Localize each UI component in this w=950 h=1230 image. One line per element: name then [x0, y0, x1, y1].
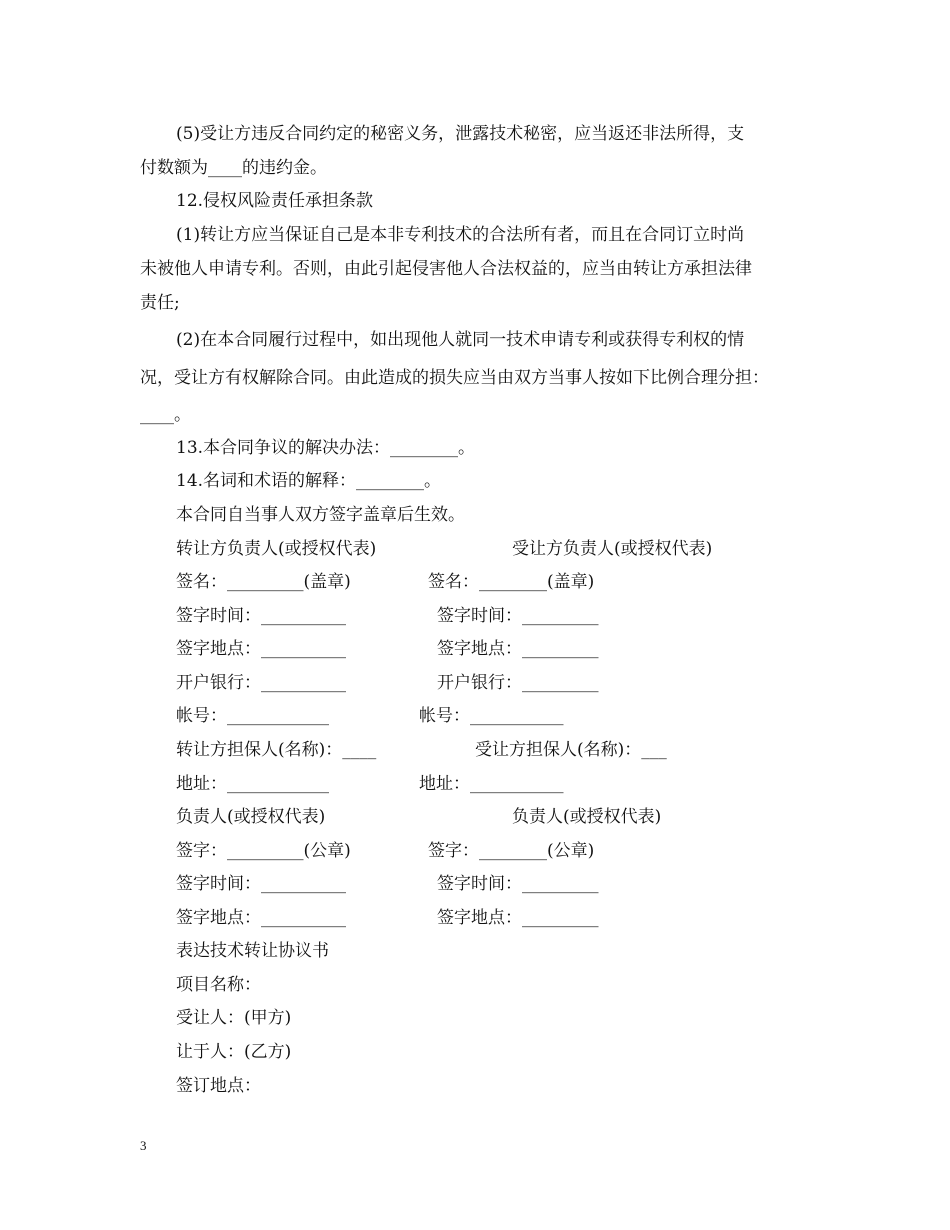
transferee-guarantor-place: 签字地点：_________: [437, 908, 599, 928]
clause5-line1: (5)受让方违反合同约定的秘密义务，泄露技术秘密，应当返还非法所得，支: [176, 124, 745, 144]
transferee-account: 帐号：___________: [419, 706, 564, 726]
transferor-sign-field: 签名：_________(盖章): [176, 572, 351, 592]
transferor-sign-place: 签字地点：__________: [176, 639, 346, 659]
transferee-rep-label: 受让方负责人(或授权代表): [512, 539, 713, 559]
page-number: 3: [140, 1138, 147, 1153]
next-doc-transferee: 受让人：(甲方): [176, 1008, 292, 1028]
transferee-guarantor-sign: 签字：________(公章): [428, 841, 595, 861]
transferor-account: 帐号：____________: [176, 706, 329, 726]
next-doc-project-name: 项目名称：: [176, 975, 261, 995]
transferor-guarantor-rep: 负责人(或授权代表): [176, 807, 326, 827]
section12-item2-line2: 况，受让方有权解除合同。由此造成的损失应当由双方当事人按如下比例合理分担：: [140, 368, 769, 388]
section14-text: 14.名词和术语的解释：________。: [176, 471, 442, 491]
effective-clause: 本合同自当事人双方签字盖章后生效。: [176, 505, 465, 525]
transferee-sign-time: 签字时间：_________: [437, 606, 599, 626]
transferor-guarantor-sign: 签字：_________(公章): [176, 841, 351, 861]
transferor-guarantor-place: 签字地点：__________: [176, 908, 346, 928]
transferor-sign-time: 签字时间：__________: [176, 606, 346, 626]
section12-item1-line3: 责任;: [140, 293, 180, 313]
transferor-bank: 开户银行：__________: [176, 673, 346, 693]
clause5-line2: 付数额为____的违约金。: [140, 158, 327, 178]
transferor-guarantor-address: 地址：____________: [176, 774, 329, 794]
section12-item2-line3: ____。: [140, 405, 191, 425]
transferee-guarantor: 受让方担保人(名称)：___: [475, 740, 667, 760]
section12-item1-line2: 未被他人申请专利。否则，由此引起侵害他人合法权益的，应当由转让方承担法律: [140, 259, 752, 279]
transferee-guarantor-time: 签字时间：_________: [437, 874, 599, 894]
transferor-rep-label: 转让方负责人(或授权代表): [176, 539, 377, 559]
transferee-sign-field: 签名：________(盖章): [428, 572, 595, 592]
section12-heading: 12.侵权风险责任承担条款: [176, 191, 374, 211]
transferee-sign-place: 签字地点：_________: [437, 639, 599, 659]
next-doc-transferor: 让于人：(乙方): [176, 1042, 292, 1062]
transferee-bank: 开户银行：_________: [437, 673, 599, 693]
transferee-guarantor-rep: 负责人(或授权代表): [512, 807, 662, 827]
section12-item1-line1: (1)转让方应当保证自己是本非专利技术的合法所有者，而且在合同订立时尚: [176, 225, 745, 245]
next-doc-signing-place: 签订地点：: [176, 1076, 261, 1096]
next-doc-title: 表达技术转让协议书: [176, 941, 329, 961]
transferor-guarantor: 转让方担保人(名称)：____: [176, 740, 377, 760]
section12-item2-line1: (2)在本合同履行过程中，如出现他人就同一技术申请专利或获得专利权的情: [176, 330, 745, 350]
transferee-guarantor-address: 地址：___________: [419, 774, 564, 794]
section13-text: 13.本合同争议的解决办法：________。: [176, 438, 476, 458]
transferor-guarantor-time: 签字时间：__________: [176, 874, 346, 894]
